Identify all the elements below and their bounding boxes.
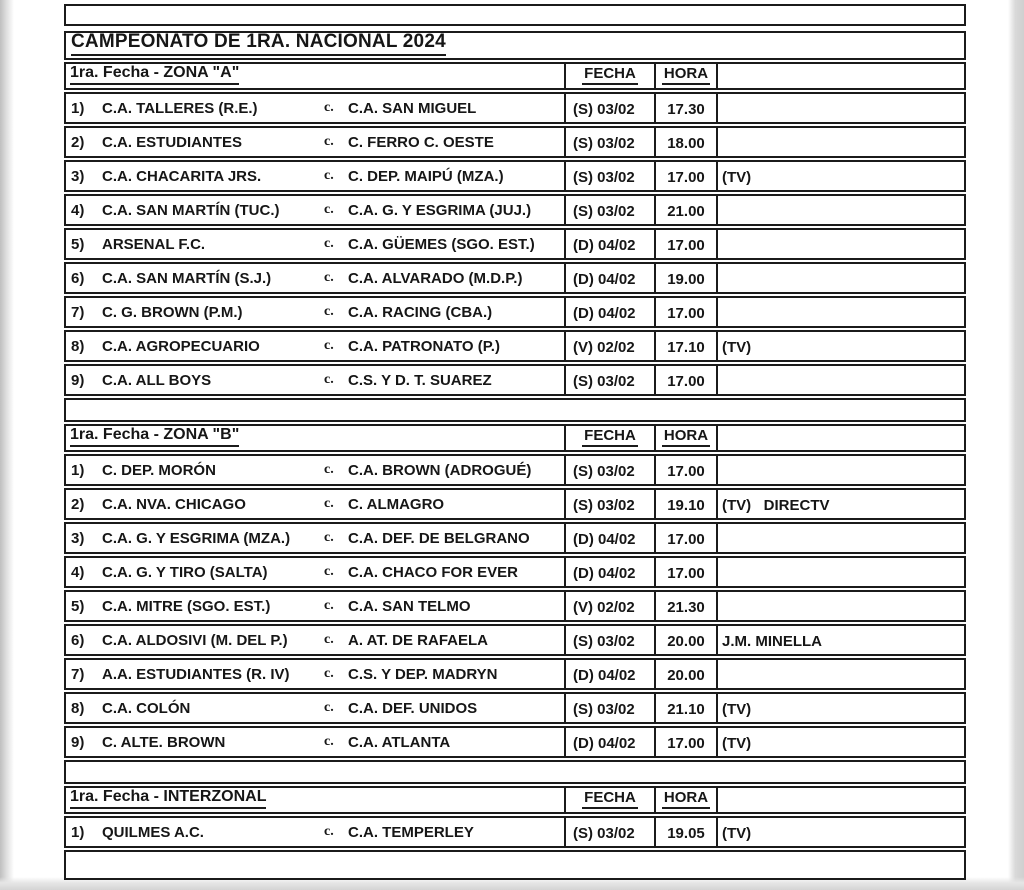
match-date: (S) 03/02: [573, 825, 635, 842]
fecha-cell: [564, 490, 654, 518]
hora-cell: [654, 264, 716, 292]
home-team: C. G. BROWN (P.M.): [102, 303, 243, 321]
home-team: C.A. ALL BOYS: [102, 371, 212, 389]
hora-cell: [654, 592, 716, 620]
match-row: [64, 262, 966, 294]
section-title: 1ra. Fecha - INTERZONAL: [70, 788, 266, 809]
hora-cell: [654, 626, 716, 654]
match-time: 17.00: [667, 305, 705, 322]
home-team: C.A. SAN MARTÍN (S.J.): [102, 269, 272, 287]
match-number: 4): [71, 563, 85, 581]
note-cell: [716, 728, 964, 756]
matchup-cell: [66, 298, 564, 326]
matchup-cell: [66, 728, 564, 756]
home-team: C.A. MITRE (SGO. EST.): [102, 597, 271, 615]
section-header-row: [64, 424, 966, 452]
hora-cell: [654, 524, 716, 552]
versus-label: c.: [324, 202, 334, 217]
home-team: C.A. COLÓN: [102, 699, 191, 717]
match-number: 8): [71, 699, 85, 717]
note-cell: [716, 490, 964, 518]
away-team: C.A. G. Y ESGRIMA (JUJ.): [348, 201, 532, 219]
note-cell: [716, 818, 964, 846]
home-team: C.A. NVA. CHICAGO: [102, 495, 246, 513]
match-time: 17.00: [667, 463, 705, 480]
match-time: 21.30: [667, 599, 705, 616]
match-time: 20.00: [667, 667, 705, 684]
hora-cell: [654, 298, 716, 326]
matchup-cell: [66, 490, 564, 518]
versus-label: c.: [324, 564, 334, 579]
away-team: C.A. CHACO FOR EVER: [348, 563, 519, 581]
away-team: C.S. Y DEP. MADRYN: [348, 665, 498, 683]
matchup-cell: [66, 456, 564, 484]
home-team: C.A. ESTUDIANTES: [102, 133, 243, 151]
match-note: (TV): [722, 825, 752, 842]
versus-label: c.: [324, 338, 334, 353]
home-team: QUILMES A.C.: [102, 823, 204, 841]
versus-label: c.: [324, 372, 334, 387]
hora-cell: [654, 366, 716, 394]
match-number: 4): [71, 201, 85, 219]
notes-header-cell: [716, 426, 964, 450]
match-date: (V) 02/02: [573, 339, 635, 356]
away-team: C.A. TEMPERLEY: [348, 823, 474, 841]
away-team: A. AT. DE RAFAELA: [348, 631, 489, 649]
match-time: 20.00: [667, 633, 705, 650]
note-cell: [716, 456, 964, 484]
match-time: 19.05: [667, 825, 705, 842]
note-cell: [716, 660, 964, 688]
match-time: 17.00: [667, 565, 705, 582]
match-date: (D) 04/02: [573, 735, 636, 752]
hora-column-header: HORA: [662, 65, 710, 85]
versus-label: c.: [324, 304, 334, 319]
match-date: (S) 03/02: [573, 463, 635, 480]
match-row: [64, 194, 966, 226]
match-row: [64, 228, 966, 260]
away-team: C. ALMAGRO: [348, 495, 445, 513]
match-row: [64, 692, 966, 724]
match-time: 19.00: [667, 271, 705, 288]
away-team: C.A. DEF. UNIDOS: [348, 699, 478, 717]
fecha-column-header: FECHA: [582, 427, 638, 447]
versus-label: c.: [324, 700, 334, 715]
match-time: 19.10: [667, 497, 705, 514]
matchup-cell: [66, 366, 564, 394]
matchup-cell: [66, 162, 564, 190]
section-title: 1ra. Fecha - ZONA "A": [70, 64, 239, 85]
fixture-sheet: [64, 4, 966, 882]
match-note: (TV): [722, 339, 752, 356]
match-date: (S) 03/02: [573, 169, 635, 186]
note-cell: [716, 196, 964, 224]
fecha-cell: [564, 366, 654, 394]
hora-cell: [654, 128, 716, 156]
match-number: 7): [71, 665, 85, 683]
match-row: [64, 364, 966, 396]
away-team: C.A. BROWN (ADROGUÉ): [348, 461, 532, 479]
match-date: (S) 03/02: [573, 203, 635, 220]
match-number: 7): [71, 303, 85, 321]
match-date: (S) 03/02: [573, 633, 635, 650]
note-cell: [716, 626, 964, 654]
versus-label: c.: [324, 666, 334, 681]
hora-cell: [654, 490, 716, 518]
page-title: CAMPEONATO DE 1RA. NACIONAL 2024: [71, 31, 446, 56]
match-row: [64, 624, 966, 656]
match-number: 2): [71, 133, 85, 151]
home-team: C.A. ALDOSIVI (M. DEL P.): [102, 631, 288, 649]
home-team: C.A. G. Y TIRO (SALTA): [102, 563, 268, 581]
match-row: [64, 330, 966, 362]
hora-cell: [654, 230, 716, 258]
fecha-cell: [564, 128, 654, 156]
scan-edge-left: [0, 0, 14, 890]
match-date: (S) 03/02: [573, 101, 635, 118]
match-date: (D) 04/02: [573, 565, 636, 582]
versus-label: c.: [324, 100, 334, 115]
away-team: C. DEP. MAIPÚ (MZA.): [348, 167, 504, 185]
matchup-cell: [66, 558, 564, 586]
matchup-cell: [66, 128, 564, 156]
hora-cell: [654, 456, 716, 484]
hora-header-cell: [654, 64, 716, 88]
match-time: 17.00: [667, 531, 705, 548]
hora-column-header: HORA: [662, 789, 710, 809]
fecha-header-cell: [564, 788, 654, 812]
match-time: 21.00: [667, 203, 705, 220]
match-number: 5): [71, 235, 85, 253]
note-cell: [716, 332, 964, 360]
note-cell: [716, 366, 964, 394]
match-time: 21.10: [667, 701, 705, 718]
match-date: (S) 03/02: [573, 497, 635, 514]
fecha-cell: [564, 728, 654, 756]
match-number: 2): [71, 495, 85, 513]
away-team: C.A. ATLANTA: [348, 733, 451, 751]
notes-header-cell: [716, 64, 964, 88]
away-team: C.A. GÜEMES (SGO. EST.): [348, 235, 535, 253]
match-number: 6): [71, 631, 85, 649]
note-cell: [716, 162, 964, 190]
blank-top-row: [64, 4, 966, 26]
fecha-cell: [564, 196, 654, 224]
fecha-cell: [564, 558, 654, 586]
away-team: C.A. SAN MIGUEL: [348, 99, 477, 117]
home-team: C. DEP. MORÓN: [102, 461, 216, 479]
match-time: 17.00: [667, 169, 705, 186]
versus-label: c.: [324, 734, 334, 749]
hora-cell: [654, 196, 716, 224]
hora-cell: [654, 558, 716, 586]
section-spacer-row: [64, 760, 966, 784]
fecha-cell: [564, 298, 654, 326]
scan-edge-right: [1008, 0, 1024, 890]
versus-label: c.: [324, 168, 334, 183]
note-cell: [716, 524, 964, 552]
blank-bottom-row: [64, 850, 966, 880]
away-team: C. FERRO C. OESTE: [348, 133, 494, 151]
fecha-cell: [564, 456, 654, 484]
match-note: (TV) DIRECTV: [722, 497, 830, 514]
match-number: 6): [71, 269, 85, 287]
fecha-cell: [564, 818, 654, 846]
matchup-cell: [66, 524, 564, 552]
note-cell: [716, 128, 964, 156]
matchup-cell: [66, 94, 564, 122]
away-team: C.A. RACING (CBA.): [348, 303, 493, 321]
match-row: [64, 590, 966, 622]
match-row: [64, 92, 966, 124]
section-title-cell: [66, 64, 564, 88]
fecha-header-cell: [564, 64, 654, 88]
fecha-cell: [564, 694, 654, 722]
home-team: ARSENAL F.C.: [102, 235, 206, 253]
versus-label: c.: [324, 134, 334, 149]
match-row: [64, 126, 966, 158]
fecha-cell: [564, 660, 654, 688]
match-date: (S) 03/02: [573, 135, 635, 152]
note-cell: [716, 298, 964, 326]
away-team: C.A. PATRONATO (P.): [348, 337, 500, 355]
match-row: [64, 296, 966, 328]
section-title-cell: [66, 426, 564, 450]
note-cell: [716, 230, 964, 258]
match-number: 5): [71, 597, 85, 615]
matchup-cell: [66, 626, 564, 654]
hora-cell: [654, 332, 716, 360]
versus-label: c.: [324, 236, 334, 251]
match-row: [64, 816, 966, 848]
fecha-cell: [564, 264, 654, 292]
note-cell: [716, 558, 964, 586]
versus-label: c.: [324, 496, 334, 511]
match-date: (S) 03/02: [573, 373, 635, 390]
match-number: 9): [71, 733, 85, 751]
match-note: J.M. MINELLA: [722, 633, 822, 650]
hora-cell: [654, 728, 716, 756]
title-row: [64, 31, 966, 60]
match-note: (TV): [722, 701, 752, 718]
section-title: 1ra. Fecha - ZONA "B": [70, 426, 239, 447]
home-team: C.A. TALLERES (R.E.): [102, 99, 258, 117]
matchup-cell: [66, 818, 564, 846]
match-number: 1): [71, 823, 85, 841]
match-number: 1): [71, 461, 85, 479]
fecha-cell: [564, 626, 654, 654]
home-team: A.A. ESTUDIANTES (R. IV): [102, 665, 290, 683]
match-date: (D) 04/02: [573, 305, 636, 322]
matchup-cell: [66, 196, 564, 224]
matchup-cell: [66, 264, 564, 292]
match-time: 17.10: [667, 339, 705, 356]
match-date: (S) 03/02: [573, 701, 635, 718]
hora-cell: [654, 818, 716, 846]
match-note: (TV): [722, 735, 752, 752]
match-row: [64, 726, 966, 758]
hora-cell: [654, 694, 716, 722]
hora-cell: [654, 660, 716, 688]
fecha-cell: [564, 94, 654, 122]
matchup-cell: [66, 332, 564, 360]
match-number: 9): [71, 371, 85, 389]
versus-label: c.: [324, 270, 334, 285]
note-cell: [716, 94, 964, 122]
home-team: C.A. SAN MARTÍN (TUC.): [102, 201, 280, 219]
section-title-cell: [66, 788, 564, 812]
matchup-cell: [66, 660, 564, 688]
notes-header-cell: [716, 788, 964, 812]
versus-label: c.: [324, 824, 334, 839]
matchup-cell: [66, 694, 564, 722]
match-row: [64, 522, 966, 554]
match-time: 18.00: [667, 135, 705, 152]
fecha-column-header: FECHA: [582, 789, 638, 809]
section-header-row: [64, 62, 966, 90]
fecha-cell: [564, 592, 654, 620]
away-team: C.A. DEF. DE BELGRANO: [348, 529, 530, 547]
match-row: [64, 556, 966, 588]
versus-label: c.: [324, 632, 334, 647]
match-row: [64, 454, 966, 486]
match-time: 17.30: [667, 101, 705, 118]
match-number: 3): [71, 529, 85, 547]
versus-label: c.: [324, 598, 334, 613]
match-note: (TV): [722, 169, 752, 186]
hora-header-cell: [654, 788, 716, 812]
note-cell: [716, 592, 964, 620]
match-time: 17.00: [667, 735, 705, 752]
match-date: (D) 04/02: [573, 237, 636, 254]
section-spacer-row: [64, 398, 966, 422]
matchup-cell: [66, 592, 564, 620]
note-cell: [716, 694, 964, 722]
hora-header-cell: [654, 426, 716, 450]
match-row: [64, 160, 966, 192]
versus-label: c.: [324, 530, 334, 545]
match-number: 8): [71, 337, 85, 355]
match-date: (D) 04/02: [573, 667, 636, 684]
match-number: 1): [71, 99, 85, 117]
away-team: C.A. SAN TELMO: [348, 597, 471, 615]
away-team: C.A. ALVARADO (M.D.P.): [348, 269, 523, 287]
match-time: 17.00: [667, 373, 705, 390]
sections-container: [64, 62, 966, 848]
home-team: C. ALTE. BROWN: [102, 733, 226, 751]
match-time: 17.00: [667, 237, 705, 254]
match-number: 3): [71, 167, 85, 185]
fecha-header-cell: [564, 426, 654, 450]
hora-column-header: HORA: [662, 427, 710, 447]
match-row: [64, 658, 966, 690]
note-cell: [716, 264, 964, 292]
fecha-cell: [564, 524, 654, 552]
section-header-row: [64, 786, 966, 814]
match-date: (D) 04/02: [573, 531, 636, 548]
match-date: (V) 02/02: [573, 599, 635, 616]
away-team: C.S. Y D. T. SUAREZ: [348, 371, 492, 389]
hora-cell: [654, 162, 716, 190]
fecha-cell: [564, 162, 654, 190]
home-team: C.A. G. Y ESGRIMA (MZA.): [102, 529, 291, 547]
home-team: C.A. CHACARITA JRS.: [102, 167, 262, 185]
hora-cell: [654, 94, 716, 122]
matchup-cell: [66, 230, 564, 258]
versus-label: c.: [324, 462, 334, 477]
fecha-column-header: FECHA: [582, 65, 638, 85]
fecha-cell: [564, 332, 654, 360]
fecha-cell: [564, 230, 654, 258]
match-date: (D) 04/02: [573, 271, 636, 288]
home-team: C.A. AGROPECUARIO: [102, 337, 260, 355]
match-row: [64, 488, 966, 520]
